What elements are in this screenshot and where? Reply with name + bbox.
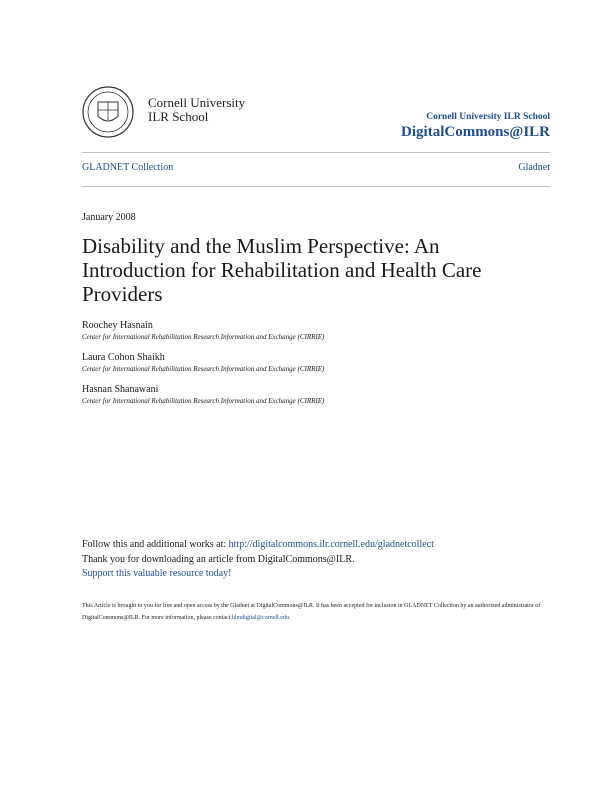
digitalcommons-header[interactable] xyxy=(401,112,550,141)
author-entry xyxy=(82,384,542,406)
author-affiliation: Center for International Rehabilitation Research Information and Exchange (CIRRIE) xyxy=(82,397,325,405)
follow-line xyxy=(82,538,552,552)
notice-end: . xyxy=(288,615,291,621)
collection-url-link[interactable]: http://digitalcommons.ilr.cornell.edu/gladnetcollect xyxy=(228,539,434,550)
dc-site-name[interactable]: DigitalCommons@ILR xyxy=(401,124,550,140)
dc-school-label[interactable]: Cornell University ILR School xyxy=(426,112,550,122)
author-list xyxy=(82,320,542,416)
follow-prefix: Follow this and additional works at: xyxy=(82,539,229,550)
access-notice xyxy=(82,600,552,624)
author-name: Laura Cohon Shaikh xyxy=(82,352,165,363)
collection-link[interactable]: GLADNET Collection xyxy=(82,162,174,173)
notice-text: This Article is brought to you for free and open access by the Gladnet at DigitalCommons@ILR. It has been accepted for inclusion in GLADNET Collection by an authorized administrator of DigitalCommons@ILR. For more information, please contact xyxy=(82,603,541,621)
logo-line-school: ILR School xyxy=(148,109,209,124)
author-affiliation: Center for International Rehabilitation Research Information and Exchange (CIRRIE) xyxy=(82,333,325,341)
article-title: Disability and the Muslim Perspective: An Introduction for Rehabilitation and Health Care Providers xyxy=(82,234,482,306)
logo-line-university: Cornell University xyxy=(148,95,246,110)
support-link[interactable]: Support this valuable resource today! xyxy=(82,568,232,579)
author-affiliation: Center for International Rehabilitation Research Information and Exchange (CIRRIE) xyxy=(82,365,325,373)
publication-date: January 2008 xyxy=(82,212,136,223)
divider-top xyxy=(82,152,550,153)
author-name: Roochey Hasnain xyxy=(82,320,153,331)
divider-mid xyxy=(82,186,550,187)
series-link[interactable]: Gladnet xyxy=(518,162,550,173)
author-name: Hasnan Shanawani xyxy=(82,384,159,395)
author-entry xyxy=(82,320,542,342)
cornell-seal-icon xyxy=(82,86,134,138)
cornell-logo-text xyxy=(148,96,245,124)
author-entry xyxy=(82,352,542,374)
contact-email-link[interactable]: hlmdigital@cornell.edu xyxy=(231,615,289,621)
thanks-line: Thank you for downloading an article from DigitalCommons@ILR. xyxy=(82,554,355,565)
